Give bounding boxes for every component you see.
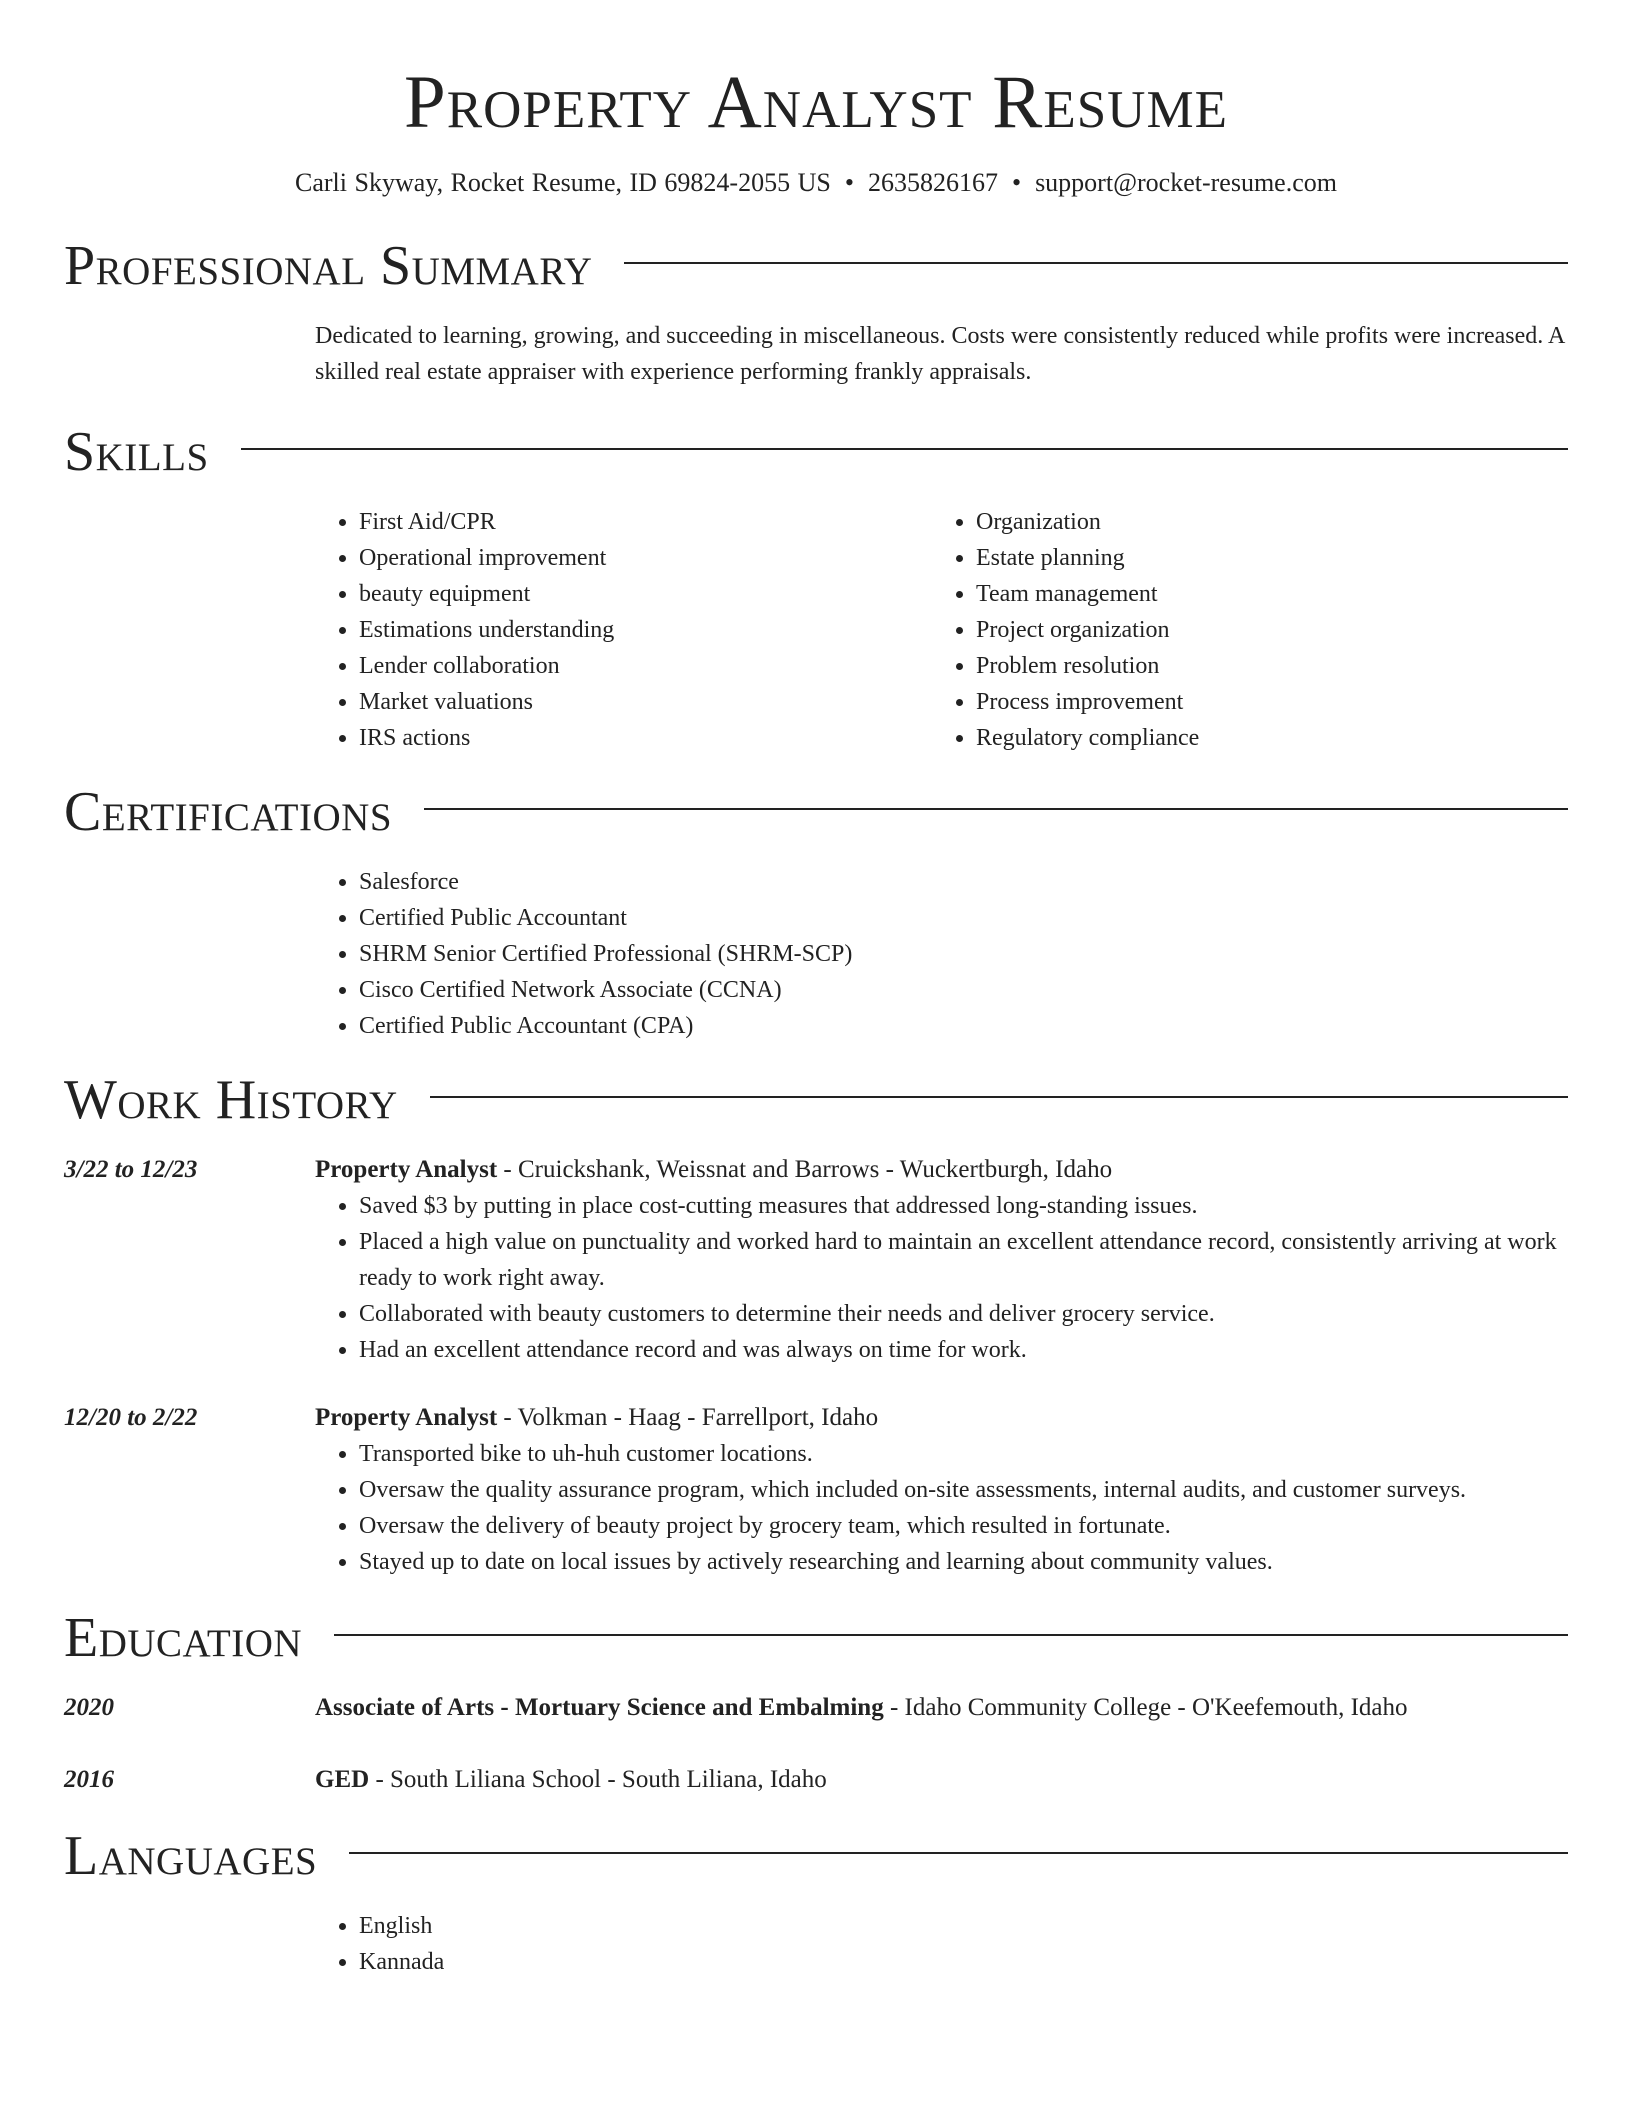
job-title: Property Analyst — [315, 1404, 498, 1431]
certifications-list — [315, 864, 1568, 1044]
summary-body — [315, 318, 1568, 390]
skills-section — [64, 420, 1568, 756]
job-bullet: • Transported bike to uh-huh customer locations. — [359, 1436, 1568, 1472]
languages-list — [315, 1908, 1568, 1980]
certification-item: • Cisco Certified Network Associate (CCNA) — [359, 972, 1568, 1008]
skill-item: • Problem resolution — [976, 648, 1549, 684]
job-bullets — [315, 1436, 1568, 1580]
education-details — [315, 1690, 1568, 1726]
certification-item: • Salesforce — [359, 864, 1568, 900]
summary-text: Dedicated to learning, growing, and succeeding in miscellaneous. Costs were consistently reduced while profits were increased. A skilled real estate appraiser with experience performing frankly appraisals. — [315, 323, 1564, 385]
resume-page — [64, 0, 1568, 1980]
job-heading — [315, 1400, 1568, 1436]
job-bullet: • Oversaw the delivery of beauty project by grocery team, which resulted in fortunate. — [359, 1508, 1568, 1544]
job-title: Property Analyst — [315, 1156, 498, 1183]
skill-item: • Project organization — [976, 612, 1549, 648]
job-heading — [315, 1152, 1568, 1188]
skill-item: • Team management — [976, 576, 1549, 612]
work-history-section — [64, 1068, 1568, 1580]
education-degree: Associate of Arts - Mortuary Science and Embalming — [315, 1694, 884, 1721]
certification-item: • Certified Public Accountant (CPA) — [359, 1008, 1568, 1044]
education-entry — [64, 1690, 1568, 1726]
languages-body — [315, 1908, 1568, 1980]
document-title: Property Analyst Resume — [404, 61, 1228, 144]
contact-line — [64, 166, 1568, 200]
section-divider — [241, 448, 1568, 450]
job-bullet: • Collaborated with beauty customers to determine their needs and deliver grocery service. — [359, 1296, 1568, 1332]
job-details — [315, 1152, 1568, 1368]
education-heading-line — [315, 1690, 1568, 1726]
certification-item: • Certified Public Accountant — [359, 900, 1568, 936]
summary-header — [64, 234, 1568, 298]
certifications-header — [64, 780, 1568, 844]
section-divider — [334, 1634, 1568, 1636]
education-section — [64, 1606, 1568, 1798]
skill-item: • Process improvement — [976, 684, 1549, 720]
skills-list-left — [315, 504, 932, 756]
work-history-heading: Work History — [64, 1069, 398, 1131]
skill-item: • beauty equipment — [359, 576, 932, 612]
education-school: - South Liliana School - South Liliana, Idaho — [369, 1766, 827, 1793]
skill-item: • Operational improvement — [359, 540, 932, 576]
job-entry — [64, 1400, 1568, 1580]
job-bullet: • Had an excellent attendance record and was always on time for work. — [359, 1332, 1568, 1368]
job-bullets — [315, 1188, 1568, 1368]
education-degree: GED — [315, 1766, 370, 1793]
job-entry — [64, 1152, 1568, 1368]
summary-section — [64, 234, 1568, 390]
contact-email[interactable]: support@rocket-resume.com — [1035, 168, 1337, 197]
skills-heading: Skills — [64, 421, 209, 483]
certifications-heading: Certifications — [64, 781, 393, 843]
summary-heading: Professional Summary — [64, 235, 593, 297]
job-bullet: • Stayed up to date on local issues by actively researching and learning about community values. — [359, 1544, 1568, 1580]
languages-section — [64, 1824, 1568, 1980]
certifications-body — [315, 864, 1568, 1044]
education-year: 2020 — [64, 1694, 114, 1721]
work-history-header — [64, 1068, 1568, 1132]
skills-column-right — [932, 504, 1549, 756]
skill-item: • Regulatory compliance — [976, 720, 1549, 756]
job-employer: - Volkman - Haag - Farrellport, Idaho — [497, 1404, 879, 1431]
job-bullet: • Oversaw the quality assurance program, which included on-site assessments, internal audits, and customer surveys. — [359, 1472, 1568, 1508]
skills-column-left — [315, 504, 932, 756]
certifications-section — [64, 780, 1568, 1044]
skills-list-right — [932, 504, 1549, 756]
section-divider — [430, 1096, 1568, 1098]
skill-item: • Market valuations — [359, 684, 932, 720]
education-heading: Education — [64, 1607, 303, 1669]
language-item: • English — [359, 1908, 1568, 1944]
skill-item: • Estimations understanding — [359, 612, 932, 648]
job-employer: - Cruickshank, Weissnat and Barrows - Wuckertburgh, Idaho — [497, 1156, 1113, 1183]
skills-header — [64, 420, 1568, 484]
skill-item: • Organization — [976, 504, 1549, 540]
job-details — [315, 1400, 1568, 1580]
education-year: 2016 — [64, 1766, 114, 1793]
job-dates: 3/22 to 12/23 — [64, 1156, 198, 1183]
contact-address: Carli Skyway, Rocket Resume, ID 69824-2055 US — [295, 168, 831, 197]
languages-heading: Languages — [64, 1825, 318, 1887]
contact-phone: 2635826167 — [867, 168, 998, 197]
education-school: - Idaho Community College - O'Keefemouth, Idaho — [883, 1694, 1408, 1721]
language-item: • Kannada — [359, 1944, 1568, 1980]
contact-separator: • — [844, 168, 854, 197]
contact-separator: • — [1011, 168, 1022, 197]
skills-body — [315, 504, 1568, 756]
section-divider — [349, 1852, 1568, 1854]
skill-item: • First Aid/CPR — [359, 504, 932, 540]
languages-header — [64, 1824, 1568, 1888]
education-entry — [64, 1762, 1568, 1798]
certification-item: • SHRM Senior Certified Professional (SHRM-SCP) — [359, 936, 1568, 972]
job-bullet: • Saved $3 by putting in place cost-cutting measures that addressed long-standing issues. — [359, 1188, 1568, 1224]
skill-item: • Lender collaboration — [359, 648, 932, 684]
job-dates: 12/20 to 2/22 — [64, 1404, 198, 1431]
education-header — [64, 1606, 1568, 1670]
section-divider — [624, 262, 1568, 264]
education-details — [315, 1762, 1568, 1798]
section-divider — [424, 808, 1568, 810]
skill-item: • IRS actions — [359, 720, 932, 756]
skill-item: • Estate planning — [976, 540, 1549, 576]
education-heading-line — [315, 1762, 1568, 1798]
job-bullet: • Placed a high value on punctuality and worked hard to maintain an excellent attendance record, consistently arriving at work ready to work right away. — [359, 1224, 1568, 1296]
